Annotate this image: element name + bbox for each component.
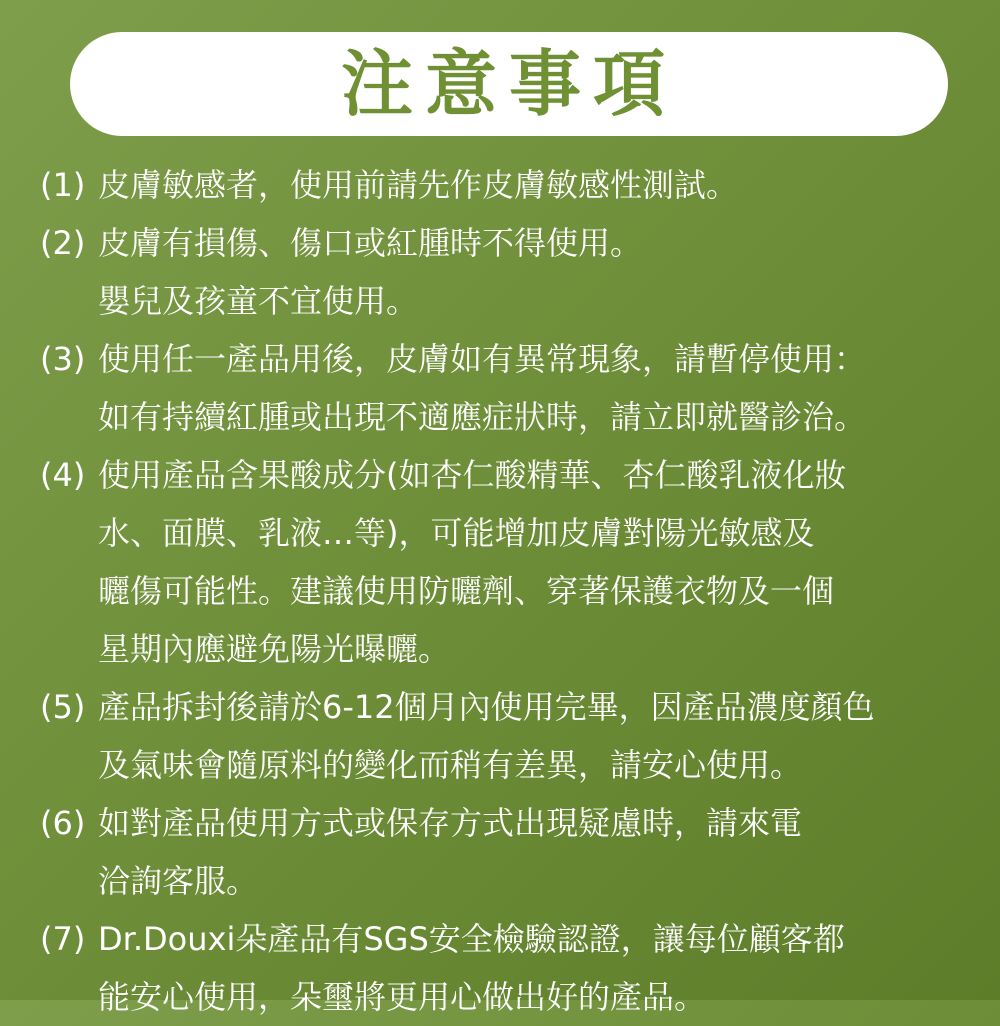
notice-2-line-1 <box>40 214 980 272</box>
notice-6-line-1 <box>40 794 980 852</box>
notice-3-line-1 <box>40 330 980 388</box>
notice-1-number: (1) <box>40 166 86 204</box>
page-title: 注意事項 <box>340 42 677 126</box>
notice-4-text-4: 星期內應避免陽光曝曬。 <box>98 630 451 668</box>
notice-6-text-1: 如對產品使用方式或保存方式出現疑慮時，請來電 <box>98 804 803 842</box>
notice-4-line-1 <box>40 446 980 504</box>
notice-4-line-2 <box>40 504 980 562</box>
notice-4-line-3 <box>40 562 980 620</box>
notice-1-line-1 <box>40 156 980 214</box>
notice-4-text-3: 曬傷可能性。建議使用防曬劑、穿著保護衣物及一個 <box>98 572 835 610</box>
notice-5-line-1 <box>40 678 980 736</box>
notice-6-text-2: 洽詢客服。 <box>98 862 259 900</box>
notice-4-text-2: 水、面膜、乳液…等)，可能增加皮膚對陽光敏感及 <box>98 514 815 552</box>
notice-2-number: (2) <box>40 224 86 262</box>
notice-4-line-4 <box>40 620 980 678</box>
notice-3-line-2 <box>40 388 980 446</box>
notice-list <box>40 156 980 1026</box>
notice-7-line-2 <box>40 968 980 1026</box>
notice-1-text-1: 皮膚敏感者，使用前請先作皮膚敏感性測試。 <box>98 166 739 204</box>
notice-3-number: (3) <box>40 340 86 378</box>
notice-3-text-1: 使用任一產品用後，皮膚如有異常現象，請暫停使用： <box>98 340 867 378</box>
notice-5-text-1: 產品拆封後請於6-12個月內使用完畢，因產品濃度顏色 <box>98 688 875 726</box>
notice-6-number: (6) <box>40 804 86 842</box>
notice-7-text-2: 能安心使用，朵璽將更用心做出好的產品。 <box>98 978 707 1016</box>
notice-7-line-1 <box>40 910 980 968</box>
notice-5-number: (5) <box>40 688 86 726</box>
notice-2-text-2: 嬰兒及孩童不宜使用。 <box>98 282 419 320</box>
notice-7-number: (7) <box>40 920 86 958</box>
header-banner <box>70 32 948 136</box>
notice-3-text-2: 如有持續紅腫或出現不適應症狀時，請立即就醫診治。 <box>98 398 867 436</box>
notice-5-line-2 <box>40 736 980 794</box>
notice-6-line-2 <box>40 852 980 910</box>
notice-4-text-1: 使用產品含果酸成分(如杏仁酸精華、杏仁酸乳液化妝 <box>98 456 847 494</box>
notice-7-text-1: Dr.Douxi朵產品有SGS安全檢驗認證，讓每位顧客都 <box>98 920 845 958</box>
notice-2-line-2 <box>40 272 980 330</box>
notice-4-number: (4) <box>40 456 86 494</box>
notice-2-text-1: 皮膚有損傷、傷口或紅腫時不得使用。 <box>98 224 643 262</box>
notice-5-text-2: 及氣味會隨原料的變化而稍有差異，請安心使用。 <box>98 746 803 784</box>
